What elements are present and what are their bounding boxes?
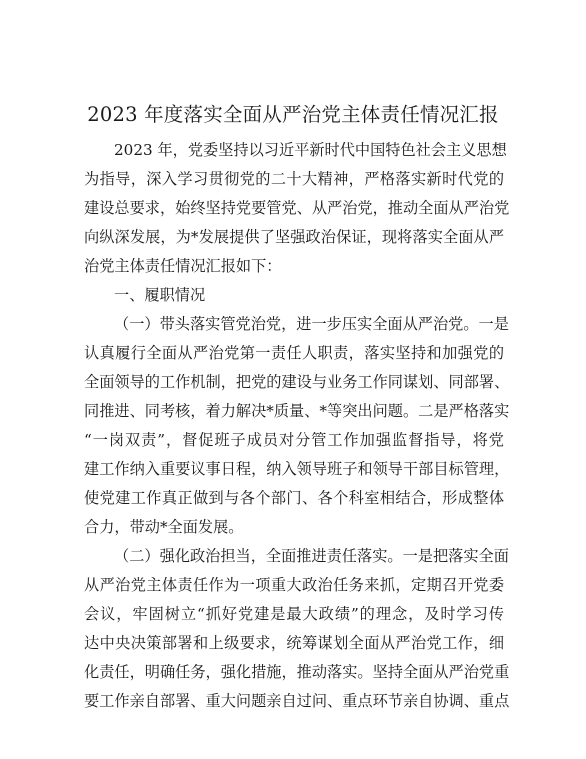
- para1-line-8: 合力，带动*全面发展。: [84, 518, 244, 536]
- para2-line-4: 达中央决策部署和上级要求，统筹谋划全面从严治党工作，细: [84, 634, 504, 652]
- para1-line-1: （一）带头落实管党治党，进一步压实全面从严治党。一是: [114, 315, 509, 333]
- para2-line-3: 会议，牢固树立“抓好党建是最大政绩”的理念，及时学习传: [84, 605, 504, 623]
- para1-line-5: “一岗双责”，督促班子成员对分管工作加强监督指导，将党: [84, 431, 504, 449]
- para2-line-6: 要工作亲自部署、重大问题亲自过问、重点环节亲自协调、重点: [84, 692, 510, 710]
- intro-line-4: 向纵深发展，为*发展提供了坚强政治保证，现将落实全面从严: [84, 228, 504, 246]
- intro-line-5: 治党主体责任情况汇报如下：: [84, 257, 282, 275]
- document-title: 2023 年度落实全面从严治党主体责任情况汇报: [87, 103, 499, 126]
- para1-line-4: 同推进、同考核，着力解决*质量、*等突出问题。二是严格落实: [84, 402, 510, 420]
- intro-line-1: 2023 年，党委坚持以习近平新时代中国特色社会主义思想: [114, 141, 507, 159]
- intro-line-2: 为指导，深入学习贯彻党的二十大精神，严格落实新时代党的: [84, 170, 504, 188]
- para1-line-3: 全面领导的工作机制，把党的建设与业务工作同谋划、同部署、: [84, 373, 510, 391]
- intro-line-3: 建设总要求，始终坚持党要管党、从严治党，推动全面从严治党: [84, 199, 510, 217]
- para1-line-2: 认真履行全面从严治党第一责任人职责，落实坚持和加强党的: [84, 344, 504, 362]
- para2-line-2: 从严治党主体责任作为一项重大政治任务来抓，定期召开党委: [84, 576, 504, 594]
- para2-line-5: 化责任，明确任务，强化措施，推动落实。坚持全面从严治党重: [84, 663, 510, 681]
- section-heading: 一、履职情况: [114, 286, 206, 304]
- para2-line-1: （二）强化政治担当，全面推进责任落实。一是把落实全面: [114, 547, 509, 565]
- para1-line-7: 使党建工作真正做到与各个部门、各个科室相结合，形成整体: [84, 489, 504, 507]
- para1-line-6: 建工作纳入重要议事日程，纳入领导班子和领导干部目标管理，: [84, 460, 510, 478]
